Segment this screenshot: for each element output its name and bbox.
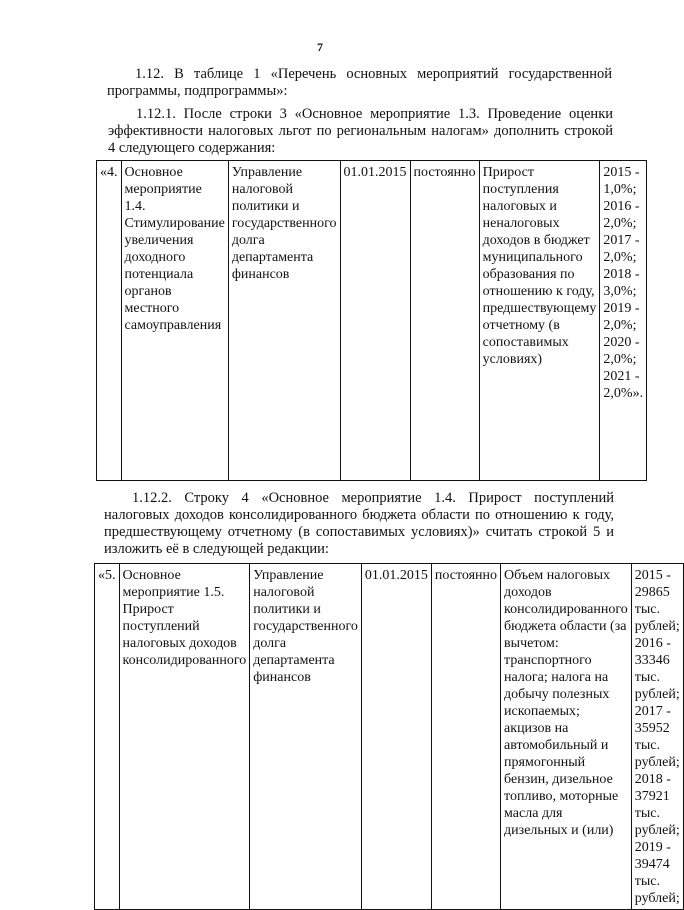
end-date-cell: постоянно [431,564,500,910]
paragraph-1-12-text: 1.12. В таблице 1 «Перечень основных мероприятий государственной программы, подпрограммы»: [107,66,612,99]
value-line: 2021 - 2,0%». [603,369,644,401]
page-number: 7 [317,40,323,54]
value-line: 2020 - 2,0%; [603,335,640,367]
indicator-cell: Объем налоговых доходов консолидированного бюджета области (за вычетом: транспортного налога; налога на добычу полезных ископаемых; акцизов на автомобильный и прямогонный бензин, дизельное топливо, моторные масла для дизельных и (или) [501,564,632,910]
values-cell [600,161,647,481]
row-number-cell: «5. [95,564,120,910]
paragraph-1-12-1-text: 1.12.1. После строки 3 «Основное мероприятие 1.3. Проведение оценки эффективности налоговых льгот по региональным налогам» дополнить строкой 4 следующего содержания: [108,106,613,156]
paragraph-1-12-2-text: 1.12.2. Строку 4 «Основное мероприятие 1.4. Прирост поступлений налоговых доходов консолидированного бюджета области по отношению к году, предшествующему отчетному (в сопоставимых условиях)» считать строкой 5 и изложить её в следующей редакции: [104,490,614,557]
paragraph-1-12 [107,66,612,100]
value-line: 2015 - 1,0%; [603,165,640,197]
activity-name-cell: Основное мероприятие 1.5. Прирост поступлений налоговых доходов консолидированного [119,564,250,910]
value-line: 2019 - 2,0%; [603,301,640,333]
paragraph-1-12-2 [104,490,614,558]
start-date-cell: 01.01.2015 [361,564,431,910]
values-cell [631,564,683,910]
value-line: 2018 - 3,0%; [603,267,640,299]
activity-name-cell: Основное мероприятие 1.4. Стимулирование увеличения доходного потенциала органов местного самоуправления [121,161,228,481]
value-line: 2017 - 35952 тыс. рублей; [634,704,680,770]
paragraph-1-12-1 [108,106,613,157]
table-row-5 [94,563,684,910]
value-line: 2019 - 39474 тыс. рублей; [634,840,680,906]
value-line: 2016 - 33346 тыс. рублей; [634,636,680,702]
indicator-cell: Прирост поступления налоговых и неналоговых доходов в бюджет муниципального образования по отношению к году, предшествующему отчетному (в сопоставимых условиях) [479,161,600,481]
value-line: 2016 - 2,0%; [603,199,640,231]
table-row-4 [96,160,647,481]
value-line: 2017 - 2,0%; [603,233,640,265]
value-line: 2018 - 37921 тыс. рублей; [634,772,680,838]
executor-cell: Управление налоговой политики и государственного долга департамента финансов [228,161,340,481]
row-number-cell: «4. [97,161,122,481]
value-line: 2015 - 29865 тыс. рублей; [634,568,680,634]
executor-cell: Управление налоговой политики и государственного долга департамента финансов [250,564,362,910]
end-date-cell: постоянно [410,161,479,481]
start-date-cell: 01.01.2015 [340,161,410,481]
